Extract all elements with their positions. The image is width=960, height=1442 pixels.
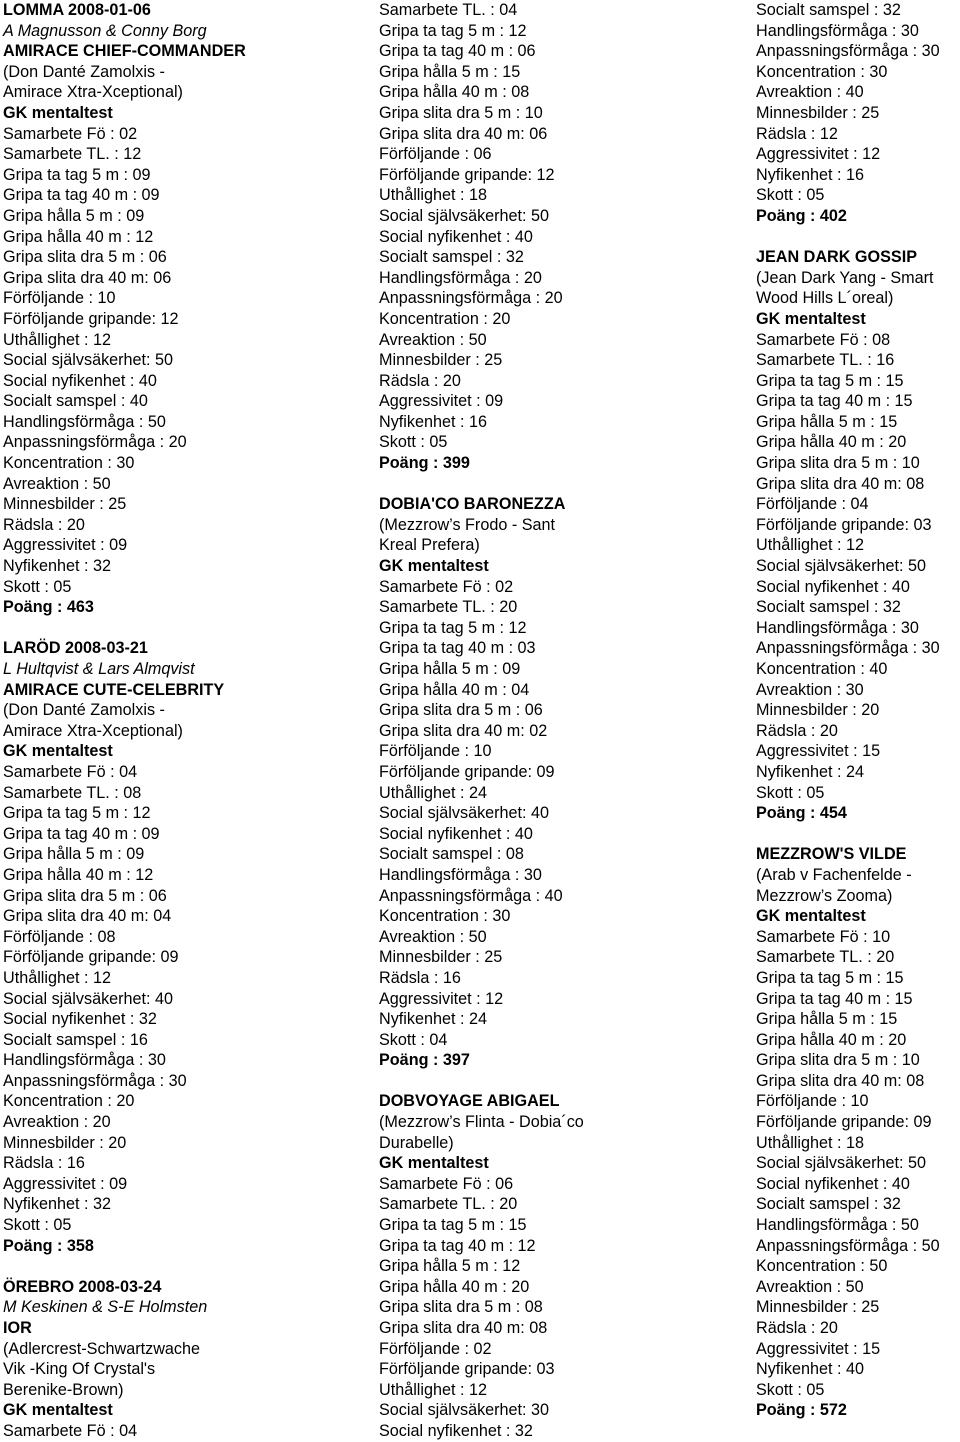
text-line: (Don Danté Zamolxis -	[3, 62, 165, 81]
text-line: Samarbete Fö : 02	[379, 577, 514, 596]
text-line: Anpassningsförmåga : 30	[756, 639, 940, 658]
text-line: Uthållighet : 12	[3, 330, 111, 349]
score-line: Poäng : 358	[3, 1236, 94, 1255]
text-line: Social nyfikenhet : 32	[379, 1421, 533, 1440]
text-line: Social självsäkerhet: 50	[379, 206, 550, 225]
heading-line: DOBIA'CO BARONEZZA	[379, 495, 566, 514]
text-line: Skott : 05	[756, 186, 825, 205]
text-line: Nyfikenhet : 24	[756, 762, 864, 781]
text-line: Skott : 05	[756, 783, 825, 802]
text-line: Gripa slita dra 5 m : 10	[756, 454, 920, 473]
text-line: Gripa ta tag 5 m : 12	[379, 21, 527, 40]
text-line: Social nyfikenhet : 32	[3, 1010, 157, 1029]
text-line: (Adlercrest-Schwartzwache	[3, 1339, 201, 1358]
heading-line: ÖREBRO 2008-03-24	[3, 1277, 162, 1296]
text-line: Kreal Prefera)	[379, 536, 480, 555]
text-line: Social självsäkerhet: 30	[379, 1401, 550, 1420]
text-line: Gripa ta tag 40 m : 15	[756, 989, 913, 1008]
text-line: Gripa hålla 5 m : 12	[379, 1257, 521, 1276]
text-line: Förföljande : 08	[3, 927, 116, 946]
text-line: Gripa hålla 40 m : 20	[379, 1277, 530, 1296]
text-line: Gripa hålla 40 m : 20	[756, 1030, 907, 1049]
text-line: Gripa hålla 5 m : 15	[756, 412, 898, 431]
blank-line	[3, 1256, 246, 1277]
results-column-2	[379, 0, 584, 1442]
text-line: Gripa ta tag 5 m : 15	[756, 371, 904, 390]
text-line: Aggressivitet : 09	[3, 536, 128, 555]
text-line: Samarbete Fö : 02	[3, 124, 138, 143]
text-line: Handlingsförmåga : 20	[379, 268, 542, 287]
text-line: Nyfikenhet : 32	[3, 1195, 111, 1214]
heading-line: AMIRACE CUTE-CELEBRITY	[3, 680, 225, 699]
heading-line: JEAN DARK GOSSIP	[756, 248, 918, 267]
text-line: Socialt samspel : 32	[756, 1195, 901, 1214]
text-line: Gripa hålla 5 m : 09	[3, 206, 145, 225]
text-line: (Mezzrow’s Frodo - Sant	[379, 515, 556, 534]
text-line: Förföljande gripande: 03	[756, 515, 932, 534]
blank-line	[756, 227, 940, 248]
text-line: Koncentration : 40	[756, 660, 888, 678]
text-line: Nyfikenhet : 16	[756, 165, 864, 184]
text-line: Socialt samspel : 16	[3, 1030, 148, 1049]
text-line: Koncentration : 30	[3, 454, 135, 473]
text-line: Förföljande gripande: 09	[3, 948, 179, 967]
text-line: Uthållighet : 24	[379, 783, 487, 802]
score-line: Poäng : 463	[3, 598, 94, 617]
text-line: Handlingsförmåga : 30	[379, 865, 542, 884]
score-line: Poäng : 402	[756, 206, 847, 225]
text-line: Gripa hålla 40 m : 12	[3, 227, 154, 246]
text-line: Socialt samspel : 32	[756, 598, 901, 617]
score-line: Poäng : 397	[379, 1051, 470, 1070]
blank-line	[379, 1071, 584, 1092]
text-line: Gripa slita dra 5 m : 10	[756, 1051, 920, 1070]
text-line: Samarbete TL. : 12	[3, 145, 142, 164]
text-line: Social självsäkerhet: 40	[379, 804, 550, 823]
text-line: Nyfikenhet : 40	[756, 1360, 864, 1379]
text-line: Gripa hålla 5 m : 15	[379, 62, 521, 81]
text-line: Gripa slita dra 5 m : 06	[3, 248, 167, 267]
text-line: Samarbete Fö : 08	[756, 330, 891, 349]
text-line: Anpassningsförmåga : 40	[379, 886, 563, 905]
text-line: Samarbete Fö : 10	[756, 927, 891, 946]
text-line: Rädsla : 20	[3, 515, 85, 534]
text-line: Förföljande : 10	[3, 289, 116, 308]
text-line: Gripa hålla 40 m : 04	[379, 680, 530, 699]
text-line: (Arab v Fachenfelde -	[756, 865, 912, 884]
text-line: Rädsla : 20	[379, 371, 461, 390]
text-line: Avreaktion : 20	[3, 1113, 111, 1132]
text-line: Förföljande gripande: 09	[379, 762, 555, 781]
text-line: Nyfikenhet : 32	[3, 557, 111, 576]
text-line: Social självsäkerhet: 50	[3, 351, 174, 370]
text-line: Gripa ta tag 5 m : 09	[3, 165, 151, 184]
text-line: Gripa slita dra 40 m: 02	[379, 721, 548, 740]
text-line: Aggressivitet : 15	[756, 1339, 881, 1358]
text-line: Gripa slita dra 5 m : 06	[3, 886, 167, 905]
score-line: Poäng : 572	[756, 1401, 847, 1420]
text-line: Minnesbilder : 20	[3, 1133, 127, 1152]
text-line: Gripa ta tag 5 m : 12	[379, 618, 527, 637]
judges-line: M Keskinen & S-E Holmsten	[3, 1298, 208, 1317]
text-line: Samarbete TL. : 08	[3, 783, 142, 802]
text-line: Social nyfikenhet : 40	[379, 227, 533, 246]
text-line: Förföljande : 06	[379, 145, 492, 164]
heading-line: AMIRACE CHIEF-COMMANDER	[3, 42, 246, 61]
text-line: Social nyfikenhet : 40	[756, 1174, 910, 1193]
text-line: Socialt samspel : 32	[379, 248, 524, 267]
text-line: Gripa slita dra 40 m: 06	[3, 268, 172, 287]
text-line: Handlingsförmåga : 30	[756, 618, 919, 637]
text-line: Koncentration : 30	[756, 62, 888, 81]
text-line: Samarbete Fö : 06	[379, 1174, 514, 1193]
text-line: Aggressivitet : 09	[3, 1174, 128, 1193]
text-line: Gripa hålla 5 m : 09	[3, 845, 145, 864]
judges-line: A Magnusson & Conny Borg	[3, 21, 207, 40]
text-line: Minnesbilder : 20	[756, 701, 880, 720]
test-heading: GK mentaltest	[756, 907, 866, 926]
text-line: Gripa slita dra 40 m: 08	[756, 474, 925, 493]
text-line: Avreaktion : 30	[756, 680, 864, 699]
text-line: Handlingsförmåga : 30	[756, 21, 919, 40]
text-line: Uthållighet : 18	[379, 186, 487, 205]
text-line: Skott : 05	[3, 577, 72, 596]
text-line: Förföljande gripande: 09	[756, 1113, 932, 1132]
test-heading: GK mentaltest	[3, 1401, 113, 1420]
text-line: Socialt samspel : 32	[756, 1, 901, 19]
text-line: Minnesbilder : 25	[756, 1298, 880, 1317]
text-line: Gripa slita dra 40 m: 08	[379, 1319, 548, 1337]
text-line: Förföljande gripande: 03	[379, 1360, 555, 1379]
text-line: Gripa slita dra 5 m : 10	[379, 103, 543, 122]
test-heading: GK mentaltest	[3, 103, 113, 122]
text-line: Gripa ta tag 40 m : 12	[379, 1236, 536, 1255]
text-line: Gripa ta tag 40 m : 03	[379, 639, 536, 658]
blank-line	[3, 618, 246, 639]
text-line: Uthållighet : 12	[756, 536, 864, 555]
text-line: (Jean Dark Yang - Smart	[756, 268, 934, 287]
text-line: Rädsla : 16	[3, 1154, 85, 1173]
text-line: Koncentration : 50	[756, 1257, 888, 1276]
blank-line	[379, 474, 584, 495]
text-line: Minnesbilder : 25	[379, 948, 503, 967]
text-line: Samarbete Fö : 04	[3, 762, 138, 781]
text-line: Uthållighet : 12	[379, 1380, 487, 1399]
text-line: Gripa slita dra 5 m : 06	[379, 701, 543, 720]
text-line: Uthållighet : 12	[3, 968, 111, 987]
text-line: Förföljande : 10	[756, 1092, 869, 1111]
text-line: Amirace Xtra-Xceptional)	[3, 721, 183, 740]
text-line: Gripa ta tag 40 m : 15	[756, 392, 913, 411]
text-line: (Don Danté Zamolxis -	[3, 701, 165, 720]
text-line: Gripa slita dra 40 m: 04	[3, 907, 172, 926]
text-line: Social nyfikenhet : 40	[379, 824, 533, 843]
text-line: Gripa slita dra 40 m: 06	[379, 124, 548, 143]
text-line: Skott : 04	[379, 1030, 448, 1049]
heading-line: LARÖD 2008-03-21	[3, 639, 148, 658]
text-line: Skott : 05	[379, 433, 448, 452]
text-line: Berenike-Brown)	[3, 1380, 124, 1399]
text-line: Gripa hålla 5 m : 15	[756, 1010, 898, 1029]
text-line: Förföljande : 04	[756, 495, 869, 514]
text-line: Gripa ta tag 5 m : 15	[379, 1216, 527, 1235]
text-line: Aggressivitet : 09	[379, 392, 504, 411]
score-line: Poäng : 454	[756, 804, 847, 823]
text-line: Gripa hålla 40 m : 08	[379, 83, 530, 102]
text-line: (Mezzrow’s Flinta - Dobia´co	[379, 1113, 584, 1132]
results-column-3	[756, 0, 940, 1421]
text-line: Anpassningsförmåga : 20	[3, 433, 187, 452]
text-line: Minnesbilder : 25	[756, 103, 880, 122]
judges-line: L Hultqvist & Lars Almqvist	[3, 660, 195, 678]
text-line: Skott : 05	[3, 1216, 72, 1235]
text-line: Socialt samspel : 08	[379, 845, 524, 864]
text-line: Vik -King Of Crystal's	[3, 1360, 156, 1379]
text-line: Förföljande : 10	[379, 742, 492, 761]
text-line: Samarbete TL. : 16	[756, 351, 895, 370]
text-line: Avreaktion : 50	[3, 474, 111, 493]
text-line: Uthållighet : 18	[756, 1133, 864, 1152]
heading-line: DOBVOYAGE ABIGAEL	[379, 1092, 560, 1111]
text-line: Handlingsförmåga : 50	[3, 412, 166, 431]
test-heading: GK mentaltest	[756, 309, 866, 328]
text-line: Gripa ta tag 40 m : 09	[3, 186, 160, 205]
text-line: Wood Hills L´oreal)	[756, 289, 894, 308]
text-line: Rädsla : 12	[756, 124, 838, 143]
text-line: Social nyfikenhet : 40	[3, 371, 157, 390]
text-line: Gripa slita dra 5 m : 08	[379, 1298, 543, 1317]
text-line: Amirace Xtra-Xceptional)	[3, 83, 183, 102]
text-line: Anpassningsförmåga : 50	[756, 1236, 940, 1255]
text-line: Gripa slita dra 40 m: 08	[756, 1071, 925, 1090]
text-line: Handlingsförmåga : 30	[3, 1051, 166, 1070]
text-line: Samarbete TL. : 20	[756, 948, 895, 967]
text-line: Avreaktion : 40	[756, 83, 864, 102]
text-line: Aggressivitet : 12	[756, 145, 881, 164]
text-line: Gripa hålla 40 m : 20	[756, 433, 907, 452]
text-line: Rädsla : 16	[379, 968, 461, 987]
text-line: Handlingsförmåga : 50	[756, 1216, 919, 1235]
text-line: Gripa hålla 40 m : 12	[3, 865, 154, 884]
text-line: Anpassningsförmåga : 30	[756, 42, 940, 61]
text-line: Förföljande gripande: 12	[379, 165, 555, 184]
text-line: Gripa ta tag 5 m : 15	[756, 968, 904, 987]
heading-line: MEZZROW'S VILDE	[756, 845, 907, 864]
test-heading: GK mentaltest	[379, 1154, 489, 1173]
text-line: Gripa ta tag 40 m : 06	[379, 42, 536, 61]
text-line: Durabelle)	[379, 1133, 454, 1152]
text-line: Social självsäkerhet: 40	[3, 989, 174, 1008]
text-line: Social självsäkerhet: 50	[756, 1154, 927, 1173]
text-line: Minnesbilder : 25	[379, 351, 503, 370]
text-line: Förföljande gripande: 12	[3, 309, 179, 328]
text-line: Gripa ta tag 5 m : 12	[3, 804, 151, 823]
blank-line	[756, 824, 940, 845]
text-line: Anpassningsförmåga : 20	[379, 289, 563, 308]
text-line: Avreaktion : 50	[756, 1277, 864, 1296]
text-line: Avreaktion : 50	[379, 927, 487, 946]
text-line: Social självsäkerhet: 50	[756, 557, 927, 576]
heading-line: LOMMA 2008-01-06	[3, 1, 151, 19]
score-line: Poäng : 399	[379, 454, 470, 473]
results-column-1	[3, 0, 246, 1442]
text-line: Samarbete TL. : 04	[379, 1, 518, 19]
text-line: Koncentration : 20	[3, 1092, 135, 1111]
heading-line: IOR	[3, 1319, 32, 1337]
text-line: Koncentration : 30	[379, 907, 511, 926]
text-line: Social nyfikenhet : 40	[756, 577, 910, 596]
text-line: Samarbete TL. : 20	[379, 598, 518, 617]
text-line: Rädsla : 20	[756, 721, 838, 740]
text-line: Socialt samspel : 40	[3, 392, 148, 411]
text-line: Koncentration : 20	[379, 309, 511, 328]
text-line: Aggressivitet : 15	[756, 742, 881, 761]
text-line: Skott : 05	[756, 1380, 825, 1399]
test-heading: GK mentaltest	[3, 742, 113, 761]
test-heading: GK mentaltest	[379, 557, 489, 576]
text-line: Samarbete Fö : 04	[3, 1421, 138, 1440]
text-line: Anpassningsförmåga : 30	[3, 1071, 187, 1090]
text-line: Minnesbilder : 25	[3, 495, 127, 514]
text-line: Samarbete TL. : 20	[379, 1195, 518, 1214]
text-line: Rädsla : 20	[756, 1319, 838, 1337]
text-line: Gripa hålla 5 m : 09	[379, 660, 521, 678]
text-line: Aggressivitet : 12	[379, 989, 504, 1008]
text-line: Avreaktion : 50	[379, 330, 487, 349]
text-line: Nyfikenhet : 24	[379, 1010, 487, 1029]
text-line: Förföljande : 02	[379, 1339, 492, 1358]
text-line: Gripa ta tag 40 m : 09	[3, 824, 160, 843]
text-line: Mezzrow’s Zooma)	[756, 886, 893, 905]
text-line: Nyfikenhet : 16	[379, 412, 487, 431]
